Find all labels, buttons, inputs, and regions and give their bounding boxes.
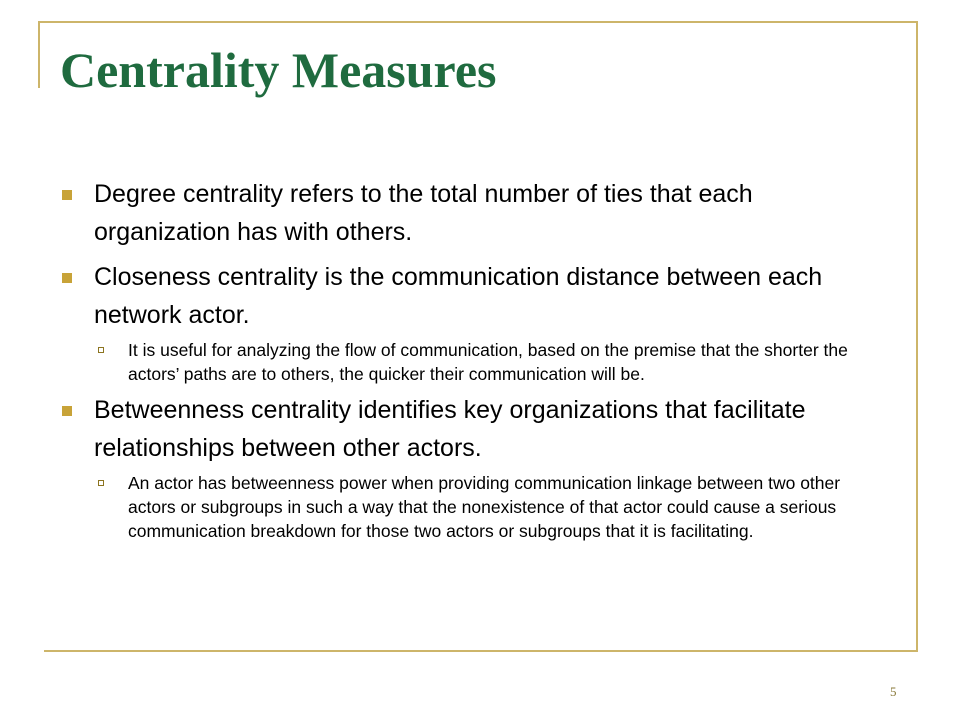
square-bullet-icon [62,406,72,416]
slide-body [60,175,890,548]
bullet-text: Betweenness centrality identifies key organizations that facilitate relationships between other actors. [94,396,806,462]
frame-right-line [916,21,918,652]
bullet-betweenness-centrality [60,391,890,467]
frame-bottom-line [44,650,918,652]
bullet-degree-centrality [60,175,890,251]
bullet-text: Degree centrality refers to the total number of ties that each organization has with others. [94,180,753,246]
frame-left-line [38,21,40,88]
bullet-text: Closeness centrality is the communication distance between each network actor. [94,263,823,329]
sub-bullet-text: It is useful for analyzing the flow of communication, based on the premise that the shorter the actors’ paths are to others, the quicker their communication will be. [128,340,848,384]
sub-bullet-text: An actor has betweenness power when providing communication linkage between two other actors or subgroups in such a way that the nonexistence of that actor could cause a serious communication breakdown for those two actors or subgroups that it is facilitating. [128,473,841,541]
bullet-closeness-centrality [60,258,890,334]
frame-top-line [38,21,918,23]
slide-title: Centrality Measures [60,42,497,98]
square-bullet-icon [62,273,72,283]
hollow-square-bullet-icon [98,347,104,353]
square-bullet-icon [62,190,72,200]
sub-bullet-betweenness-detail [94,471,890,543]
sub-bullet-closeness-detail [94,338,890,386]
hollow-square-bullet-icon [98,480,104,486]
page-number: 5 [890,684,897,699]
